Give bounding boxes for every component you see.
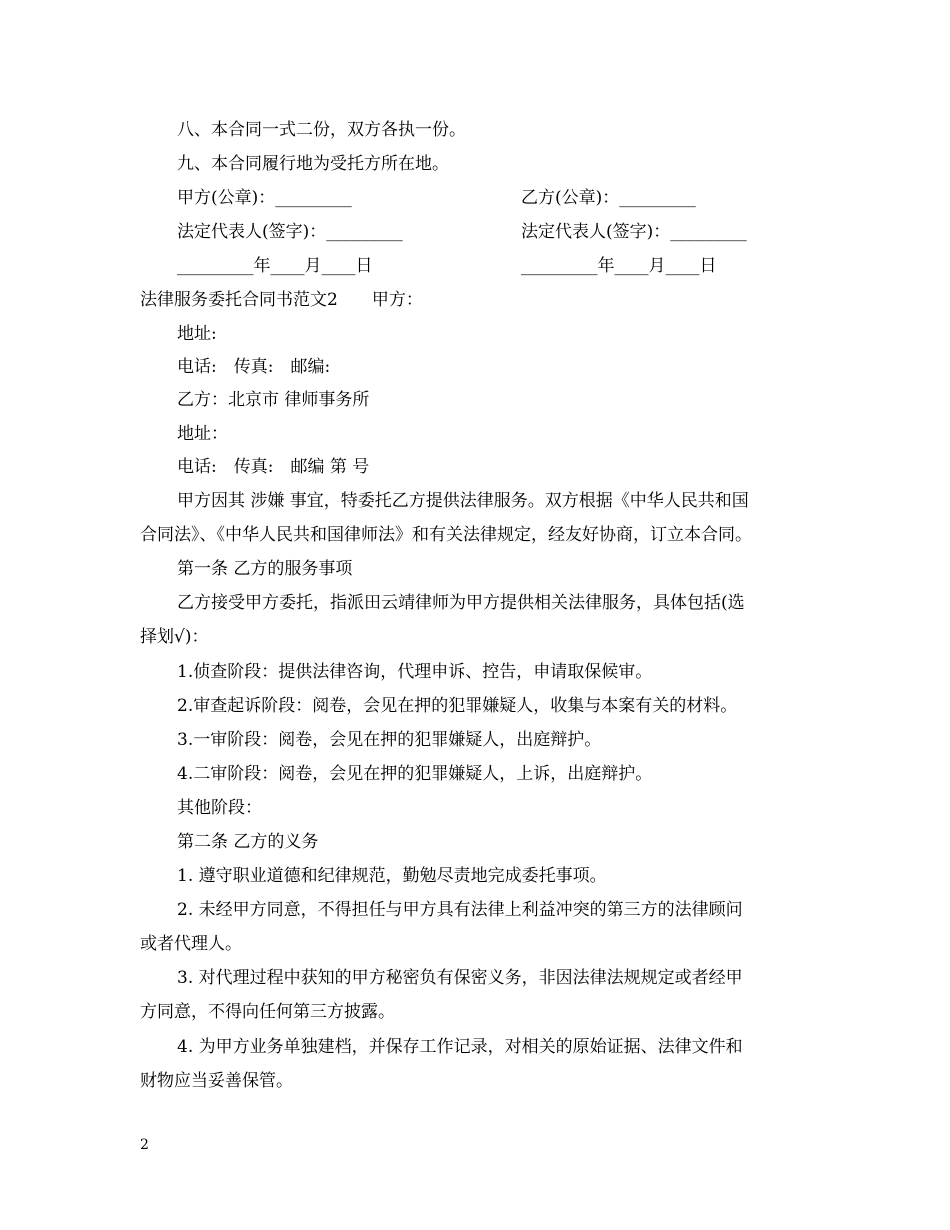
party-b-representative: 法定代表人(签字)：_________ (521, 222, 747, 242)
party-b-date: _________年____月____日 (521, 256, 717, 276)
clause-9: 九、本合同履行地为受托方所在地。 (177, 154, 449, 174)
article-2-heading: 第二条 乙方的义务 (177, 832, 319, 852)
stage-1: 1.侦查阶段：提供法律咨询，代理申诉、控告，申请取保候审。 (177, 662, 653, 682)
article-1-intro-line-2: 择划√)： (140, 627, 209, 647)
stage-3: 3.一审阶段：阅卷，会见在押的犯罪嫌疑人，出庭辩护。 (177, 730, 602, 750)
article-1-heading: 第一条 乙方的服务事项 (177, 559, 353, 579)
duty-4-line-1: 4. 为甲方业务单独建档，并保存工作记录，对相关的原始证据、法律文件和 (177, 1037, 743, 1057)
stage-4: 4.二审阶段：阅卷，会见在押的犯罪嫌疑人，上诉，出庭辩护。 (177, 764, 653, 784)
party-b-name: 乙方：北京市 律师事务所 (177, 390, 370, 410)
party-b-seal: 乙方(公章)：_________ (521, 188, 696, 208)
party-b-address: 地址： (177, 424, 228, 444)
stage-2: 2.审查起诉阶段：阅卷，会见在押的犯罪嫌疑人，收集与本案有关的材料。 (177, 696, 738, 716)
party-a-representative: 法定代表人(签字)：_________ (177, 222, 403, 242)
party-a-seal: 甲方(公章)：_________ (177, 188, 352, 208)
duty-2-line-2: 或者代理人。 (140, 934, 242, 954)
preamble-line-1: 甲方因其 涉嫌 事宜，特委托乙方提供法律服务。双方根据《中华人民共和国 (177, 491, 749, 511)
section-heading: 法律服务委托合同书范文2 甲方： (140, 290, 423, 310)
other-stages: 其他阶段： (177, 798, 262, 818)
party-a-date: _________年____月____日 (177, 256, 373, 276)
party-b-contact: 电话: 传真: 邮编 第 号 (177, 457, 370, 477)
article-1-intro-line-1: 乙方接受甲方委托，指派田云靖律师为甲方提供相关法律服务，具体包括(选 (177, 593, 745, 613)
party-a-address: 地址: (177, 324, 217, 344)
page-number: 2 (140, 1137, 149, 1153)
duty-2-line-1: 2. 未经甲方同意，不得担任与甲方具有法律上利益冲突的第三方的法律顾问 (177, 900, 743, 920)
duty-3-line-2: 方同意，不得向任何第三方披露。 (140, 1002, 395, 1022)
duty-3-line-1: 3. 对代理过程中获知的甲方秘密负有保密义务，非因法律法规规定或者经甲 (177, 968, 743, 988)
duty-1: 1. 遵守职业道德和纪律规范，勤勉尽责地完成委托事项。 (177, 866, 607, 886)
clause-8: 八、本合同一式二份，双方各执一份。 (177, 120, 466, 140)
party-a-contact: 电话: 传真: 邮编: (177, 357, 331, 377)
preamble-line-2: 合同法》、《中华人民共和国律师法》和有关法律规定，经友好协商，订立本合同。 (140, 525, 752, 545)
duty-4-line-2: 财物应当妥善保管。 (140, 1071, 293, 1091)
